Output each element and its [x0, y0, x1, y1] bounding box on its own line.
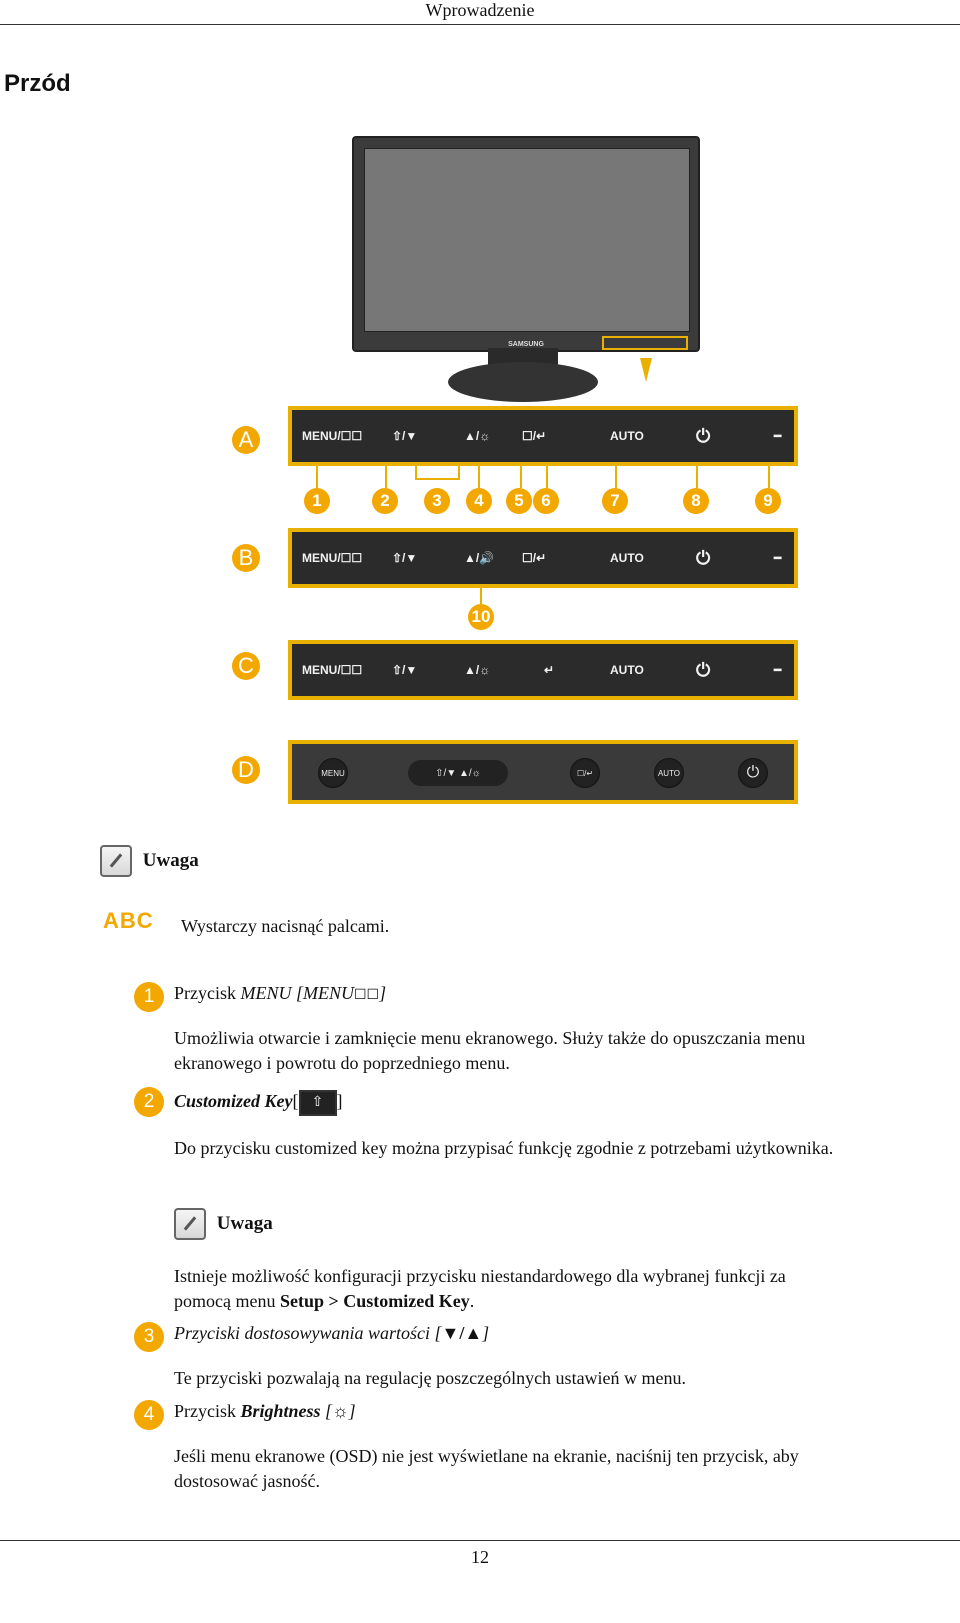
note-2-text-a: Istnieje możliwość konfiguracji przycisku niestandardowego dla wybranej funkcji za pomocą menu [174, 1266, 786, 1311]
abc-note-text: Wystarczy nacisnąć palcami. [181, 916, 390, 936]
callout-line [768, 466, 770, 488]
callout-line [480, 588, 482, 604]
callout-4: 4 [466, 488, 492, 514]
panel-b-source-enter-button: ☐/↵ [522, 551, 547, 565]
panel-a-auto-button: AUTO [610, 429, 644, 443]
item-2-title [174, 1089, 836, 1116]
item-2-title-em: Customized Key [174, 1091, 293, 1111]
panel-a-customized-down-button: ⇧/▼ [392, 429, 418, 443]
monitor-brand: SAMSUNG [508, 341, 544, 348]
note-pencil-icon [100, 845, 132, 877]
callout-5: 5 [506, 488, 532, 514]
item-4-title [174, 1399, 836, 1424]
abc-panel-badges: ABC [103, 908, 154, 933]
panel-a-power-indicator: ━ [774, 429, 782, 443]
item-badge-1: 1 [134, 982, 164, 1012]
item-3-title-em: Przyciski dostosowywania wartości [ [174, 1323, 442, 1343]
callout-7: 7 [602, 488, 628, 514]
button-panel-b [288, 528, 798, 588]
callout-line [385, 466, 387, 488]
item-1-title [174, 981, 836, 1008]
item-4-bracket-close: ] [348, 1401, 356, 1421]
monitor-screen [364, 148, 690, 332]
panel-c-customized-down-button: ⇧/▼ [392, 663, 418, 677]
callout-3: 3 [424, 488, 450, 514]
running-header [0, 0, 960, 25]
note-heading [100, 845, 199, 877]
panel-c-enter-button: ↵ [544, 663, 555, 677]
item-1-title-em: MENU [MENU [240, 983, 354, 1003]
callout-line [316, 466, 318, 488]
item-1-description: Umożliwia otwarcie i zamknięcie menu ekranowego. Służy także do opuszczania menu ekranowego i powrotu do poprzedniego menu. [174, 1028, 806, 1073]
panel-b-power-button: ⏻ [696, 547, 711, 568]
callout-line [478, 466, 480, 488]
panel-b-auto-button: AUTO [610, 551, 644, 565]
panel-b-up-volume-button: ▲/🔊 [464, 551, 495, 565]
monitor-illustration [352, 136, 700, 352]
item-2-description: Do przycisku customized key można przypisać funkcję zgodnie z potrzebami użytkownika. [174, 1138, 834, 1158]
note-2-customized-key: Customized Key [343, 1291, 470, 1311]
callout-9: 9 [755, 488, 781, 514]
item-4-title-em: [ [320, 1401, 333, 1421]
panel-d-menu-button: MENU [318, 758, 348, 788]
panel-c-menu-button: MENU/☐☐ [302, 663, 363, 677]
item-badge-3: 3 [134, 1322, 164, 1352]
item-3-description: Te przyciski pozwalają na regulację poszczególnych ustawień w menu. [174, 1368, 687, 1388]
monitor-front-figure [230, 130, 830, 840]
page-number: 12 [471, 1547, 489, 1567]
item-4-title-bold: Brightness [240, 1401, 321, 1421]
item-badge-4: 4 [134, 1400, 164, 1430]
note-label: Uwaga [142, 850, 199, 871]
header-title: Wprowadzenie [425, 0, 535, 20]
item-4-description: Jeśli menu ekranowe (OSD) nie jest wyświetlane na ekranie, naciśnij ten przycisk, aby dostosować jasność. [174, 1446, 799, 1491]
note-pencil-icon [174, 1208, 206, 1240]
item-3-bracket-close: ] [482, 1323, 490, 1343]
panel-b-customized-down-button: ⇧/▼ [392, 551, 418, 565]
item-badge-2: 2 [134, 1087, 164, 1117]
note-2-setup: Setup [279, 1291, 324, 1311]
note-label-2: Uwaga [216, 1213, 273, 1234]
panel-a-up-brightness-button: ▲/☼ [464, 429, 491, 443]
item-4-title-prefix: Przycisk [174, 1401, 241, 1421]
note-2-end: . [469, 1291, 475, 1311]
panel-d-power-button: ⏻ [738, 758, 768, 788]
panel-d-source-enter-button: ☐/↵ [570, 758, 600, 788]
panel-d-adjust-buttons: ⇧/▼ ▲/☼ [408, 760, 508, 786]
note-heading-2 [174, 1208, 273, 1240]
callout-8: 8 [683, 488, 709, 514]
panel-c-power-button: ⏻ [696, 659, 711, 680]
panel-d-auto-button: AUTO [654, 758, 684, 788]
monitor-base [448, 362, 598, 402]
item-1-title-prefix: Przycisk [174, 983, 241, 1003]
button-panel-d [288, 740, 798, 804]
customized-key-icon: ⇧ [299, 1090, 337, 1116]
panel-label-a: A [232, 426, 260, 454]
callout-line [615, 466, 617, 488]
panel-b-menu-button: MENU/☐☐ [302, 551, 363, 565]
panel-b-power-indicator: ━ [774, 551, 782, 565]
callout-line [696, 466, 698, 488]
callout-line [546, 466, 548, 488]
section-title: Przód [4, 70, 71, 97]
panel-c-power-indicator: ━ [774, 663, 782, 677]
item-3-title [174, 1321, 836, 1346]
panel-label-d: D [232, 756, 260, 784]
monitor-button-strip-highlight [602, 336, 688, 350]
button-panel-c [288, 640, 798, 700]
panel-c-auto-button: AUTO [610, 663, 644, 677]
callout-10: 10 [468, 604, 494, 630]
down-up-arrows-icon: ▼/▲ [441, 1323, 483, 1343]
callout-bracket [415, 478, 460, 480]
callout-6: 6 [533, 488, 559, 514]
item-2-bracket-close: ] [336, 1091, 343, 1111]
panel-label-c: C [232, 652, 260, 680]
callout-1: 1 [304, 488, 330, 514]
callout-line [520, 466, 522, 488]
note-2-text [174, 1264, 836, 1314]
panel-a-power-button: ⏻ [696, 425, 711, 446]
button-panel-a [288, 406, 798, 466]
item-1-title-suffix: ] [379, 983, 387, 1003]
down-arrow-indicator [640, 358, 652, 382]
page-footer [0, 1540, 960, 1568]
brightness-icon: ☼ [332, 1401, 349, 1421]
callout-2: 2 [372, 488, 398, 514]
note-2-sep: > [324, 1291, 344, 1311]
panel-a-menu-button: MENU/☐☐ [302, 429, 363, 443]
panel-label-b: B [232, 544, 260, 572]
panel-c-up-brightness-button: ▲/☼ [464, 663, 491, 677]
menu-grid-icon: ☐☐ [354, 988, 380, 1003]
item-2-bracket-open: [ [292, 1091, 299, 1111]
panel-a-source-enter-button: ☐/↵ [522, 429, 547, 443]
